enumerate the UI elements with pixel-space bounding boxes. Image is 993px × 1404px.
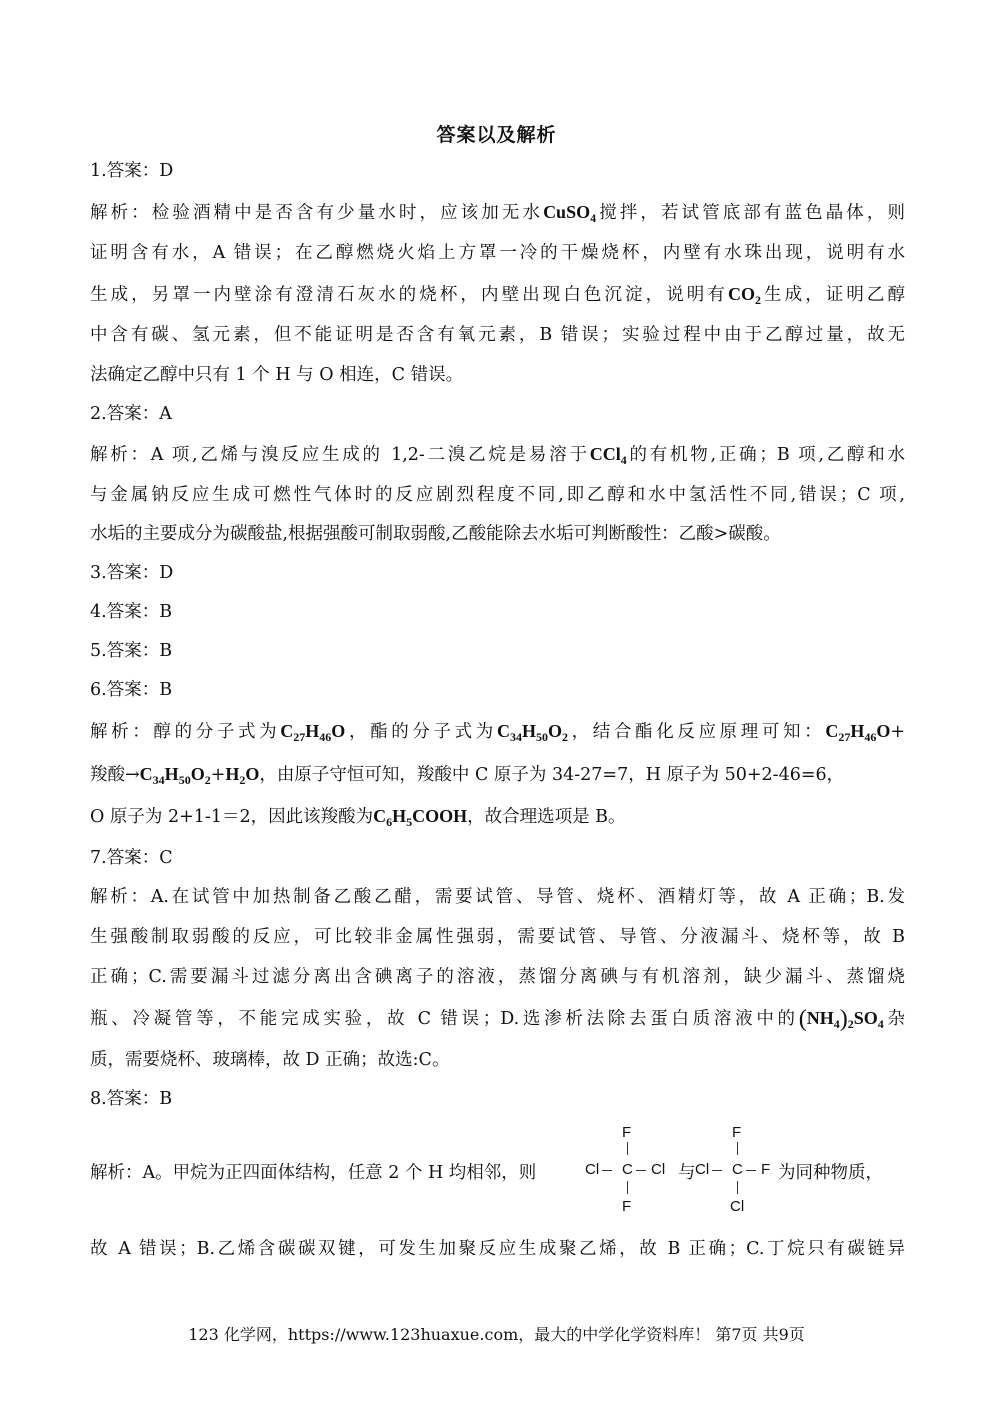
formula-nh4-2so4: $(NH_4)_2SO_4$ xyxy=(798,1006,884,1032)
formula-c27h46o: $C_{27}H_{46}O$ xyxy=(280,721,346,744)
structural-formula-1 xyxy=(585,1124,675,1216)
answer-7: 7.答案：C xyxy=(90,848,173,868)
explanation-1-line-3: 生成，另罩一内壁涂有澄清石灰水的烧杯，内壁出现白色沉淀，说明有$CO_2$生成，证明乙醇 xyxy=(90,284,906,307)
answer-5: 5.答案：B xyxy=(90,641,173,661)
explanation-7-line-4: 瓶、冷凝管等，不能完成实验，故 C 错误；D.选渗析法除去蛋白质溶液中的$(NH_4)_2SO_4$杂 xyxy=(90,1006,906,1032)
atom-right: F xyxy=(761,1161,771,1178)
atom-bottom: Cl xyxy=(730,1198,745,1215)
answer-2: 2.答案：A xyxy=(90,404,172,424)
explanation-7-line-2: 生强酸制取弱酸的反应，可比较非金属性强弱，需要试管、导管、分液漏斗、烧杯等，故 B xyxy=(90,927,905,947)
atom-right: Cl xyxy=(651,1161,666,1178)
explanation-1-line-2: 证明含有水，A 错误；在乙醇燃烧火焰上方罩一冷的干燥烧杯，内壁有水珠出现，说明有水 xyxy=(90,243,905,263)
explanation-8-line-1-part-3: 为同种物质， xyxy=(778,1163,883,1183)
explanation-7-line-5: 质，需要烧杯、玻璃棒，故 D 正确；故选:C。 xyxy=(90,1050,450,1070)
atom-left: Cl xyxy=(585,1161,600,1178)
explanation-8-line-2: 故 A 错误；B.乙烯含碳碳双键，可发生加聚反应生成聚乙烯，故 B 正确；C.丁烷只有碳链异 xyxy=(90,1239,905,1259)
formula-ccl4: CCl$_4$ xyxy=(589,444,627,467)
page-title: 答案以及解析 xyxy=(436,124,557,146)
explanation-1-line-1: 解析：检验酒精中是否含有少量水时，应该加无水CuSO$_4$搅拌，若试管底部有蓝色晶体，则 xyxy=(90,202,905,225)
formula-c27h46o-2: $C_{27}H_{46}O$ xyxy=(825,721,891,744)
answer-1: 1.答案：D xyxy=(90,161,174,181)
explanation-6-line-1: 解析：醇的分子式为$C_{27}H_{46}O$，酯的分子式为$C_{34}H_{50}O_2$，结合酯化反应原理可知：$C_{27}H_{46}O+$ xyxy=(90,721,906,744)
atom-left: Cl xyxy=(695,1161,710,1178)
explanation-7-line-1: 解析：A.在试管中加热制备乙酸乙醋，需要试管、导管、烧杯、酒精灯等，故 A 正确；B.发 xyxy=(90,887,905,907)
answer-8: 8.答案：B xyxy=(90,1089,173,1109)
answer-6: 6.答案：B xyxy=(90,680,173,700)
formula-c34h50o2-2: $C_{34}H_{50}O_2$ xyxy=(139,764,211,787)
page-footer: 123 化学网，https://www.123huaxue.com，最大的中学化学资料库！ 第7页 共9页 xyxy=(188,1325,805,1344)
explanation-1-line-4: 中含有碳、氢元素，但不能证明是否含有氧元素，B 错误；实验过程中由于乙醇过量，故无 xyxy=(90,325,905,345)
atom-top: F xyxy=(622,1124,632,1141)
explanation-7-line-3: 正确；C.需要漏斗过滤分离出含碘离子的溶液，蒸馏分离碘与有机溶剂，缺少漏斗、蒸馏烧 xyxy=(90,967,905,987)
answer-4: 4.答案：B xyxy=(90,602,173,622)
structural-formula-2 xyxy=(695,1124,775,1216)
explanation-1-line-5: 法确定乙醇中只有 1 个 H 与 O 相连，C 错误。 xyxy=(90,365,464,385)
explanation-8-line-1-part-2: 与 xyxy=(678,1163,696,1183)
explanation-2-line-3: 水垢的主要成分为碳酸盐,根据强酸可制取弱酸,乙酸能除去水垢可判断酸性：乙酸>碳酸。 xyxy=(90,524,781,544)
explanation-8-line-1-part-1: 解析：A。甲烷为正四面体结构，任意 2 个 H 均相邻，则 xyxy=(90,1163,537,1183)
formula-c34h50o2: $C_{34}H_{50}O_2$ xyxy=(496,721,568,744)
explanation-2-line-1: 解析：A 项,乙烯与溴反应生成的 1,2-二溴乙烷是易溶于CCl$_4$的有机物,正确；B 项,乙醇和水 xyxy=(90,444,905,467)
explanation-2-line-2: 与金属钠反应生成可燃性气体时的反应剧烈程度不同,即乙醇和水中氢活性不同,错误；C 项, xyxy=(90,485,905,505)
formula-c6h5cooh: $C_6H_5COOH$ xyxy=(373,806,468,829)
formula-co2: $CO_2$ xyxy=(727,284,761,307)
answer-3: 3.答案：D xyxy=(90,563,174,583)
explanation-6-line-2: 羧酸$\to C_{34}H_{50}O_2+H_2O$，由原子守恒可知，羧酸中 C 原子为 34-27=7，H 原子为 50+2-46=6， xyxy=(90,764,845,787)
formula-h2o: $H_2O$ xyxy=(225,764,260,787)
formula-cuso4: CuSO$_4$ xyxy=(543,202,597,225)
atom-top: F xyxy=(732,1124,742,1141)
atom-center: C xyxy=(732,1161,743,1178)
atom-bottom: F xyxy=(622,1198,632,1215)
atom-center: C xyxy=(622,1161,633,1178)
explanation-6-line-3: O 原子为 2+1-1＝2，因此该羧酸为$C_6H_5COOH$，故合理选项是 B。 xyxy=(90,806,626,829)
